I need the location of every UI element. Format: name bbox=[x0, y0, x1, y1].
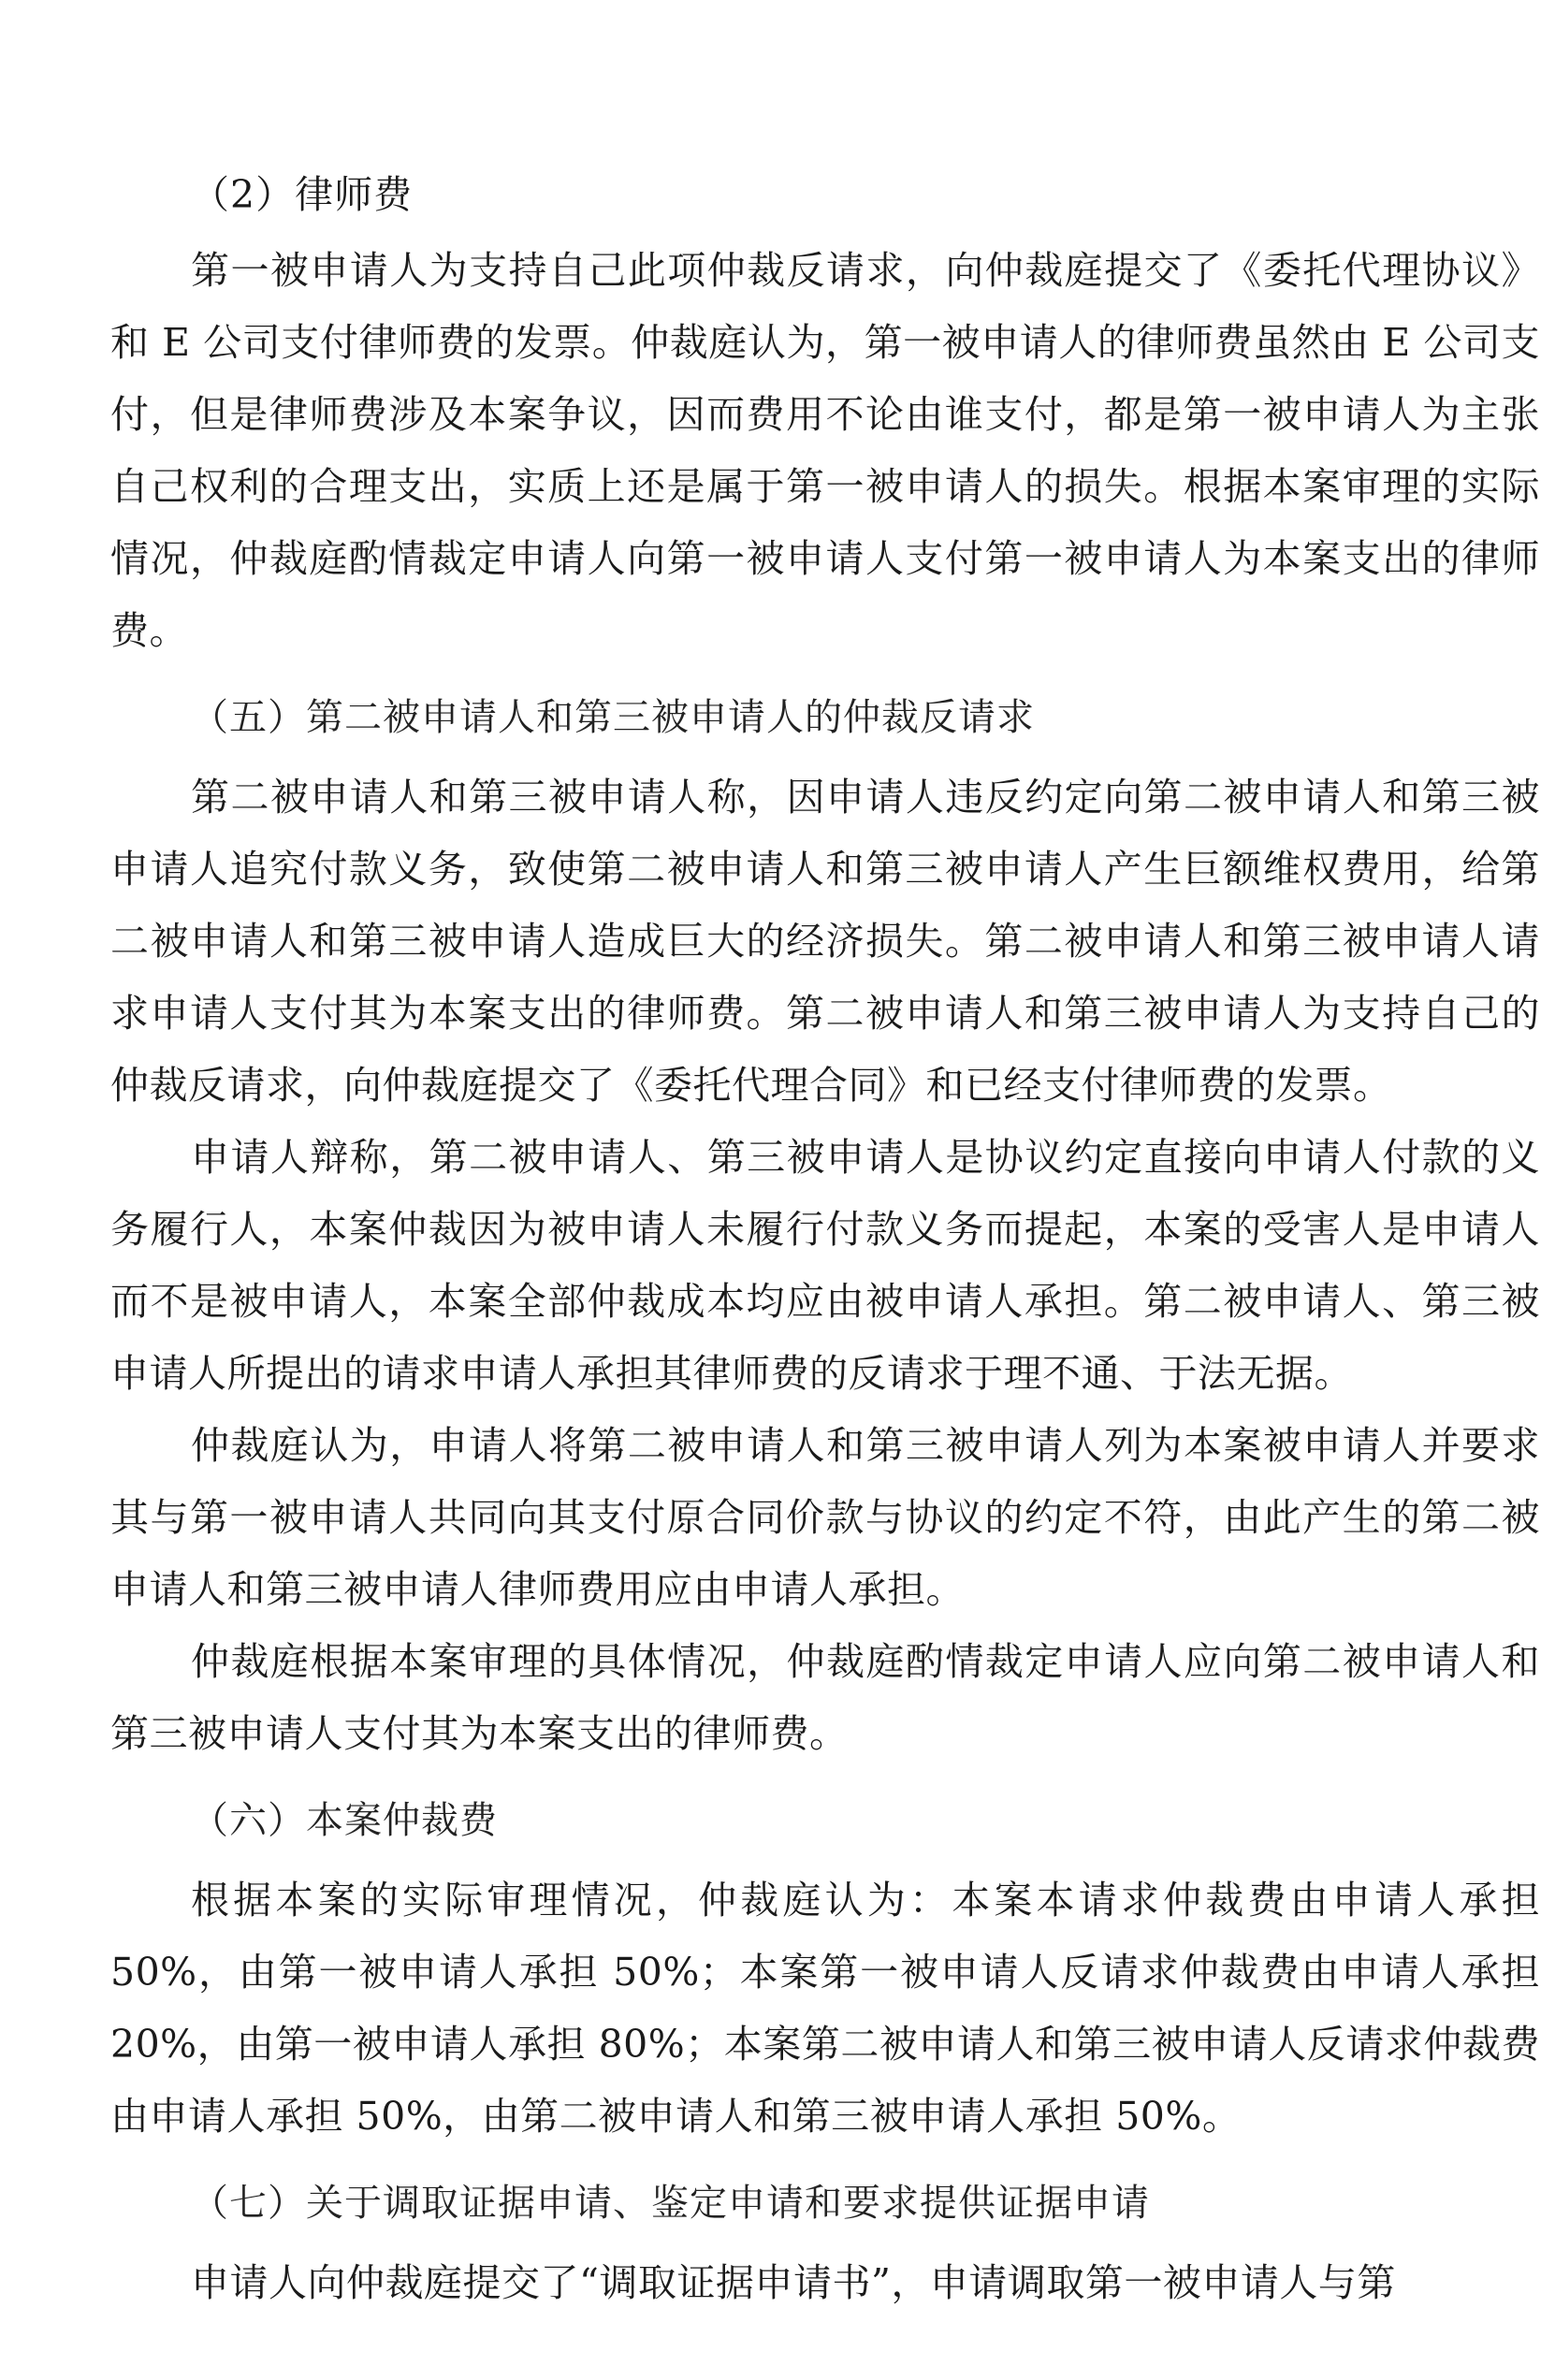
lawyer-fee-heading: （2）律师费 bbox=[191, 172, 414, 217]
section-6-heading: （六）本案仲裁费 bbox=[191, 1799, 498, 1842]
section-5-paragraph-1: 第二被申请人和第三被申请人称，因申请人违反约定向第二被申请人和第三被申请人追究付款义务，致使第二被申请人和第三被申请人产生巨额维权费用，给第二被申请人和第三被申请人造成巨大的经济损失。第二被申请人和第三被申请人请求申请人支付其为本案支出的律师费。第二被申请人和第三被申请人为支持自己的仲裁反请求，向仲裁庭提交了《委托代理合同》和已经支付律师费的发票。 bbox=[110, 775, 1540, 1108]
document-page bbox=[110, 159, 1540, 2319]
section-5-paragraph-4: 仲裁庭根据本案审理的具体情况，仲裁庭酌情裁定申请人应向第二被申请人和第三被申请人支付其为本案支出的律师费。 bbox=[110, 1639, 1540, 1756]
section-5-heading: （五）第二被申请人和第三被申请人的仲裁反请求 bbox=[191, 696, 1035, 739]
section-6-paragraph: 根据本案的实际审理情况，仲裁庭认为：本案本请求仲裁费由申请人承担 50%，由第一被申请人承担 50%；本案第一被申请人反请求仲裁费由申请人承担 20%，由第一被申请人承担 80%；本案第二被申请人和第三被申请人反请求仲裁费由申请人承担 50%，由第二被申请人和第三被申请人承担 50%。 bbox=[110, 1878, 1540, 2139]
lawyer-fee-paragraph: 第一被申请人为支持自己此项仲裁反请求，向仲裁庭提交了《委托代理协议》和 E 公司支付律师费的发票。仲裁庭认为，第一被申请人的律师费虽然由 E 公司支付，但是律师费涉及本案争议，因而费用不论由谁支付，都是第一被申请人为主张自己权利的合理支出，实质上还是属于第一被申请人的损失。根据本案审理的实际情况，仲裁庭酌情裁定申请人向第一被申请人支付第一被申请人为本案支出的律师费。 bbox=[110, 248, 1540, 653]
section-5-paragraph-2: 申请人辩称，第二被申请人、第三被申请人是协议约定直接向申请人付款的义务履行人，本案仲裁因为被申请人未履行付款义务而提起，本案的受害人是申请人而不是被申请人，本案全部仲裁成本均应由被申请人承担。第二被申请人、第三被申请人所提出的请求申请人承担其律师费的反请求于理不通、于法无据。 bbox=[110, 1135, 1540, 1396]
section-5-paragraph-3: 仲裁庭认为，申请人将第二被申请人和第三被申请人列为本案被申请人并要求其与第一被申请人共同向其支付原合同价款与协议的约定不符，由此产生的第二被申请人和第三被申请人律师费用应由申请人承担。 bbox=[110, 1423, 1540, 1612]
section-7-paragraph: 申请人向仲裁庭提交了“调取证据申请书”，申请调取第一被申请人与第 bbox=[191, 2260, 1396, 2305]
section-7-heading: （七）关于调取证据申请、鉴定申请和要求提供证据申请 bbox=[191, 2182, 1150, 2225]
